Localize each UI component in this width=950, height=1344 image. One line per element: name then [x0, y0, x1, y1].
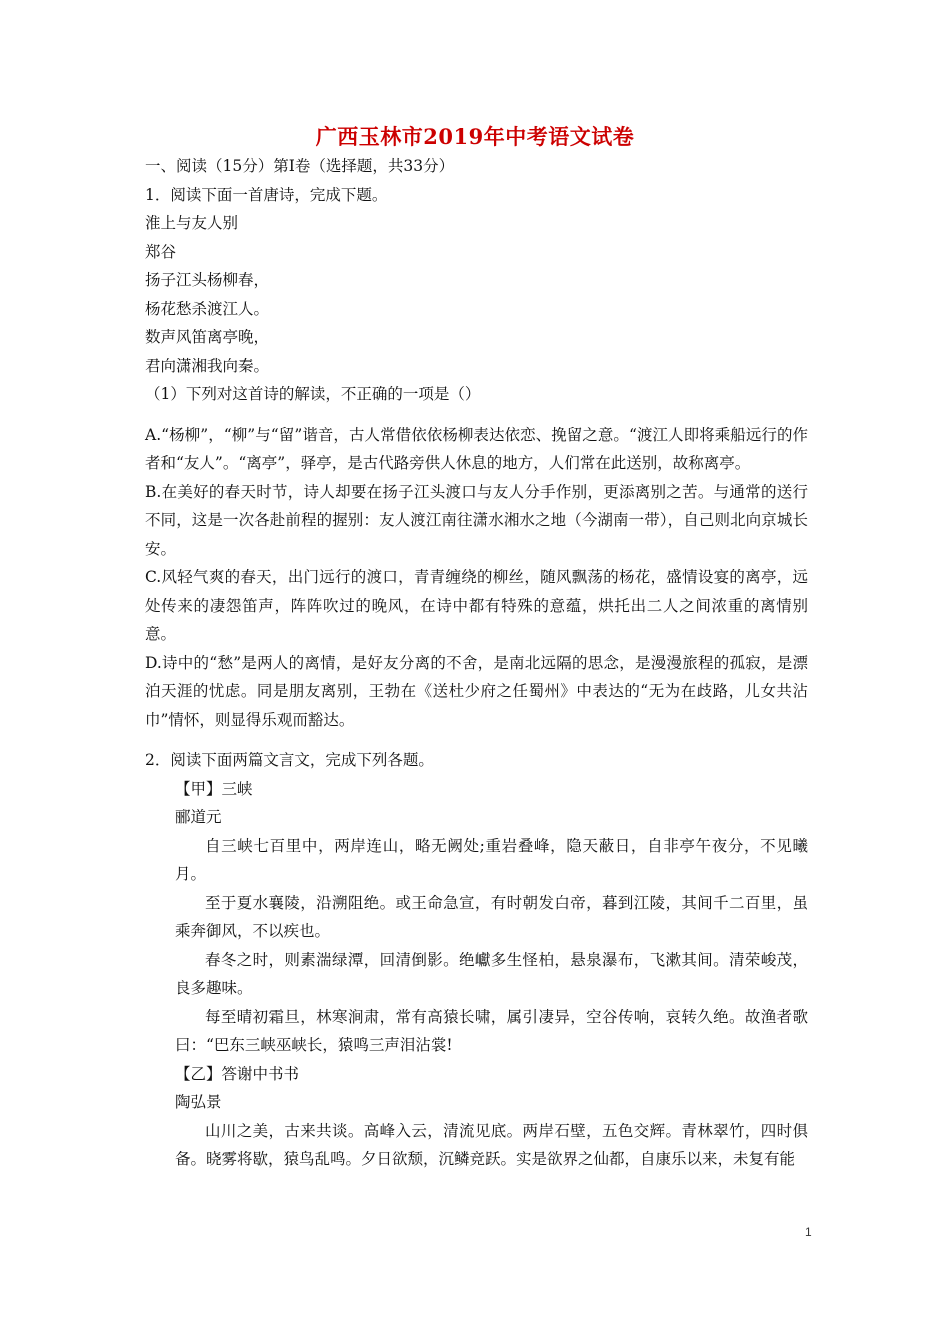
option-c: C.风轻气爽的春天，出门远行的渡口，青青缠绕的柳丝，随风飘荡的杨花，盛情设宴的离亭，远处传来的凄怨笛声，阵阵吹过的晚风，在诗中都有特殊的意蕴，烘托出二人之间浓重的离情别意。: [145, 568, 808, 643]
passage-jia-paragraph: 每至晴初霜旦，林寒涧肃，常有高猿长啸，属引凄异，空谷传响，哀转久绝。故渔者歌曰：“巴东三峡巫峡长，猿鸣三声泪沾裳!: [175, 1007, 808, 1054]
option-b: B.在美好的春天时节，诗人却要在扬子江头渡口与友人分手作别，更添离别之苦。与通常的送行不同，这是一次各赴前程的握别：友人渡江南往潇水湘水之地（今湖南一带），自己则北向京城长安。: [145, 482, 808, 558]
passage-yi-paragraph: 山川之美，古来共谈。高峰入云，清流见底。两岸石壁，五色交辉。青林翠竹，四时俱备。晓雾将歇，猿鸟乱鸣。夕日欲颓，沉鳞竞跃。实是欲界之仙都，自康乐以来，未复有能: [175, 1121, 808, 1168]
passage-yi-title: 【乙】答谢中书书: [175, 1064, 300, 1083]
passage-yi-author: 陶弘景: [175, 1093, 222, 1111]
poem-author: 郑谷: [145, 242, 177, 261]
poem-line: 扬子江头杨柳春，: [145, 271, 270, 289]
option-d: D.诗中的“愁”是两人的离情，是好友分离的不舍，是南北远隔的思念，是漫漫旅程的孤寂，是漂泊天涯的忧虑。同是朋友离别，王勃在《送杜少府之任蜀州》中表达的“无为在歧路，儿女共沾巾”情怀，则显得乐观而豁达。: [145, 653, 808, 729]
option-a: A.“杨柳”，“柳”与“留”谐音，古人常借依依杨柳表达依恋、挽留之意。“渡江人即将乘船远行的作者和“友人”。“离亭”，驿亭，是古代路旁供人休息的地方，人们常在此送别，故称离亭。: [145, 425, 808, 472]
exam-body: [145, 152, 808, 1174]
passage-jia-title: 【甲】三峡: [175, 779, 253, 798]
passage-jia-paragraph: 春冬之时，则素湍绿潭，回清倒影。绝巘多生怪柏，悬泉瀑布，飞漱其间。清荣峻茂，良多趣味。: [175, 950, 808, 997]
passage-jia-paragraph: 至于夏水襄陵，沿溯阻绝。或王命急宣，有时朝发白帝，暮到江陵，其间千二百里，虽乘奔御风，不以疾也。: [175, 893, 808, 940]
question-2-intro: 2．阅读下面两篇文言文，完成下列各题。: [145, 751, 434, 769]
sub-question: （1）下列对这首诗的解读，不正确的一项是（）: [145, 385, 481, 403]
question-1-intro: 1．阅读下面一首唐诗，完成下题。: [145, 185, 388, 204]
section-header: 一、阅读（15分）第Ⅰ卷（选择题，共33分）: [145, 157, 455, 175]
poem-line: 数声风笛离亭晚，: [145, 328, 270, 346]
passage-jia-author: 郦道元: [175, 808, 222, 826]
page-number: 1: [805, 1225, 812, 1239]
passage-jia-paragraph: 自三峡七百里中，两岸连山，略无阙处;重岩叠峰，隐天蔽日，自非亭午夜分，不见曦月。: [175, 836, 808, 883]
poem-line: 杨花愁杀渡江人。: [145, 299, 270, 318]
poem-title: 淮上与友人别: [145, 214, 239, 232]
exam-title: 广西玉林市2019年中考语文试卷: [315, 124, 635, 149]
poem-line: 君向潇湘我向秦。: [145, 356, 270, 375]
